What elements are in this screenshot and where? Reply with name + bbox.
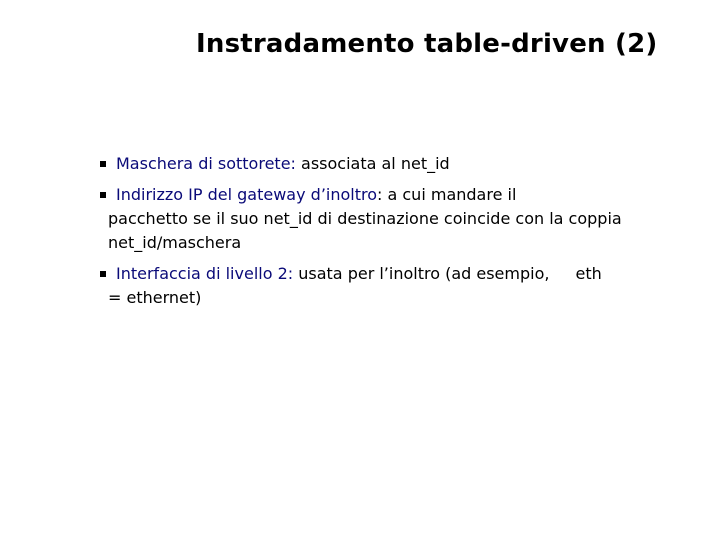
bullet-list — [100, 152, 700, 317]
slide-title: Instradamento table-driven (2) — [196, 29, 658, 59]
square-bullet-icon — [100, 271, 106, 277]
bullet-text-line1: usata per l’inoltro (ad esempio, — [298, 264, 550, 283]
bullet-term: Maschera di sottorete: — [116, 154, 296, 173]
bullet-term: Interfaccia di livello 2: — [116, 264, 294, 283]
bullet-gateway — [100, 183, 700, 255]
bullet-l2-interface — [100, 262, 700, 310]
bullet-term: Indirizzo IP del gateway d’inoltro — [116, 185, 378, 204]
bullet-text-line1: : a cui mandare il — [377, 185, 517, 204]
bullet-text-line1-tail: eth — [575, 264, 602, 283]
square-bullet-icon — [100, 192, 106, 198]
square-bullet-icon — [100, 161, 106, 167]
bullet-text-line2: = ethernet) — [108, 288, 202, 307]
bullet-text-line3: net_id/maschera — [108, 233, 242, 252]
bullet-text: associata al net_id — [301, 154, 450, 173]
bullet-text-line2: pacchetto se il suo net_id di destinazione coincide con la coppia — [108, 209, 622, 228]
bullet-subnet-mask — [100, 152, 700, 176]
